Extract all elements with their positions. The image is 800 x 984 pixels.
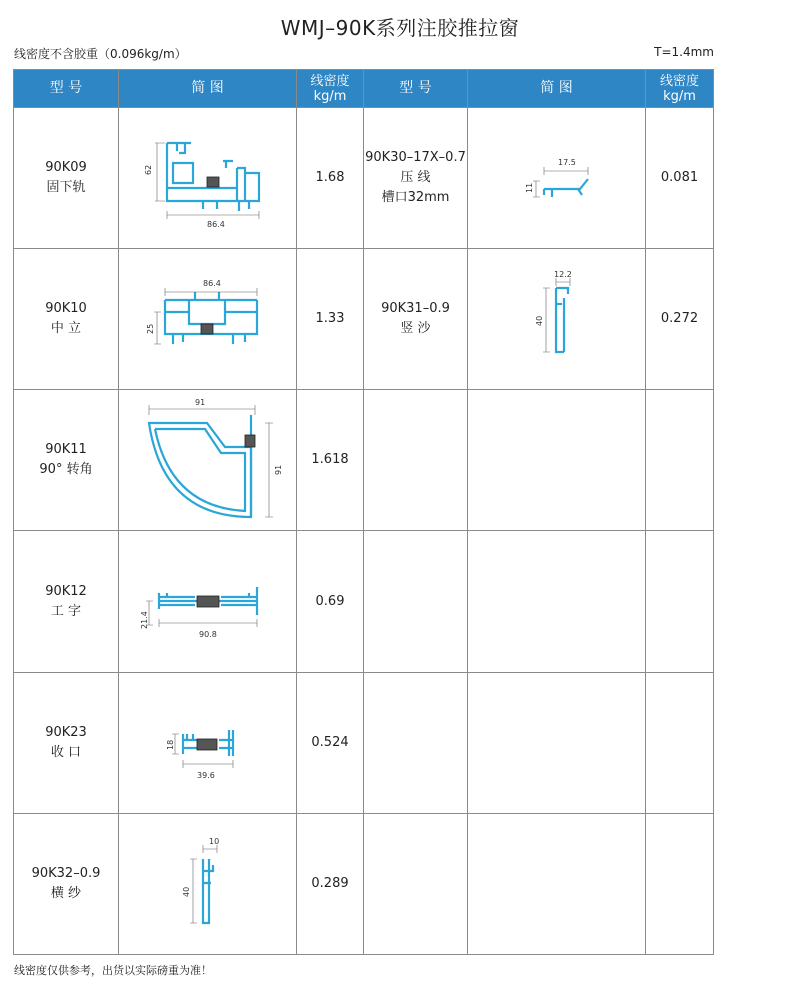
dim-height: 25 — [145, 324, 155, 335]
diagram-cell — [119, 813, 297, 954]
profile-90K23-diagram — [133, 688, 283, 798]
diagram-cell — [468, 108, 646, 249]
empty-cell — [364, 390, 468, 531]
model-cell: 90K23 收 口 — [14, 672, 119, 813]
diagram-cell — [119, 249, 297, 390]
profile-90K09-diagram — [133, 123, 283, 233]
empty-cell — [646, 390, 714, 531]
dim-width: 91 — [194, 398, 205, 408]
wall-thickness: T=1.4mm — [654, 45, 714, 59]
model-cell: 90K09 固下轨 — [14, 108, 119, 249]
table-row — [14, 249, 714, 390]
dim-width: 12.2 — [553, 270, 572, 280]
density-value: 0.081 — [646, 108, 714, 249]
model-cell: 90K10 中 立 — [14, 249, 119, 390]
dim-height: 11 — [524, 182, 534, 194]
table-header-row — [14, 70, 714, 108]
empty-cell — [468, 390, 646, 531]
density-value: 0.272 — [646, 249, 714, 390]
dim-height: 91 — [273, 465, 283, 476]
density-value: 0.69 — [297, 531, 364, 672]
profile-90K12-diagram — [133, 547, 283, 657]
footer-note: 线密度仅供参考，出货以实际磅重为准！ — [14, 964, 212, 977]
table-row — [14, 390, 714, 531]
empty-cell — [646, 672, 714, 813]
dim-width: 86.4 — [206, 220, 225, 230]
density-value: 0.524 — [297, 672, 364, 813]
header-density-2: 线密度 kg/m — [646, 70, 714, 108]
empty-cell — [364, 813, 468, 954]
empty-cell — [468, 813, 646, 954]
table-row — [14, 531, 714, 672]
dim-height: 40 — [534, 316, 544, 327]
density-value: 1.68 — [297, 108, 364, 249]
empty-cell — [468, 531, 646, 672]
diagram-cell — [119, 531, 297, 672]
dim-width: 39.6 — [196, 770, 215, 780]
table-row — [14, 672, 714, 813]
model-cell: 90K30–17X–0.7 压 线 槽口32mm — [364, 108, 468, 249]
model-cell: 90K12 工 字 — [14, 531, 119, 672]
diagram-cell — [119, 108, 297, 249]
profile-table — [13, 69, 714, 955]
empty-cell — [364, 531, 468, 672]
dim-width: 86.4 — [202, 279, 221, 289]
density-note: 线密度不含胶重（0.096kg/m） — [14, 47, 187, 61]
empty-cell — [646, 531, 714, 672]
model-cell: 90K31–0.9 竖 沙 — [364, 249, 468, 390]
table-row — [14, 813, 714, 954]
empty-cell — [468, 672, 646, 813]
model-cell: 90K11 90° 转角 — [14, 390, 119, 531]
profile-90K30-diagram — [482, 123, 632, 233]
dim-width: 10 — [208, 836, 219, 846]
dim-height: 40 — [181, 886, 191, 897]
table-row — [14, 108, 714, 249]
density-value: 0.289 — [297, 813, 364, 954]
model-cell: 90K32–0.9 横 纱 — [14, 813, 119, 954]
header-density: 线密度 kg/m — [297, 70, 364, 108]
header-diagram-2: 简 图 — [468, 70, 646, 108]
page-title: WMJ–90K系列注胶推拉窗 — [280, 16, 520, 40]
header-model-2: 型 号 — [364, 70, 468, 108]
dim-height: 21.4 — [139, 610, 149, 629]
empty-cell — [364, 672, 468, 813]
diagram-cell — [119, 672, 297, 813]
density-value: 1.33 — [297, 249, 364, 390]
profile-90K31-diagram — [482, 264, 632, 374]
profile-90K32-diagram — [133, 829, 283, 939]
dim-height: 18 — [165, 739, 175, 750]
empty-cell — [646, 813, 714, 954]
profile-90K10-diagram — [133, 264, 283, 374]
dim-width: 17.5 — [557, 158, 576, 168]
profile-90K11-diagram — [133, 393, 283, 527]
diagram-cell — [468, 249, 646, 390]
header-model: 型 号 — [14, 70, 119, 108]
dim-height: 62 — [143, 164, 153, 176]
dim-width: 90.8 — [198, 629, 217, 639]
density-value: 1.618 — [297, 390, 364, 531]
diagram-cell — [119, 390, 297, 531]
header-diagram: 简 图 — [119, 70, 297, 108]
